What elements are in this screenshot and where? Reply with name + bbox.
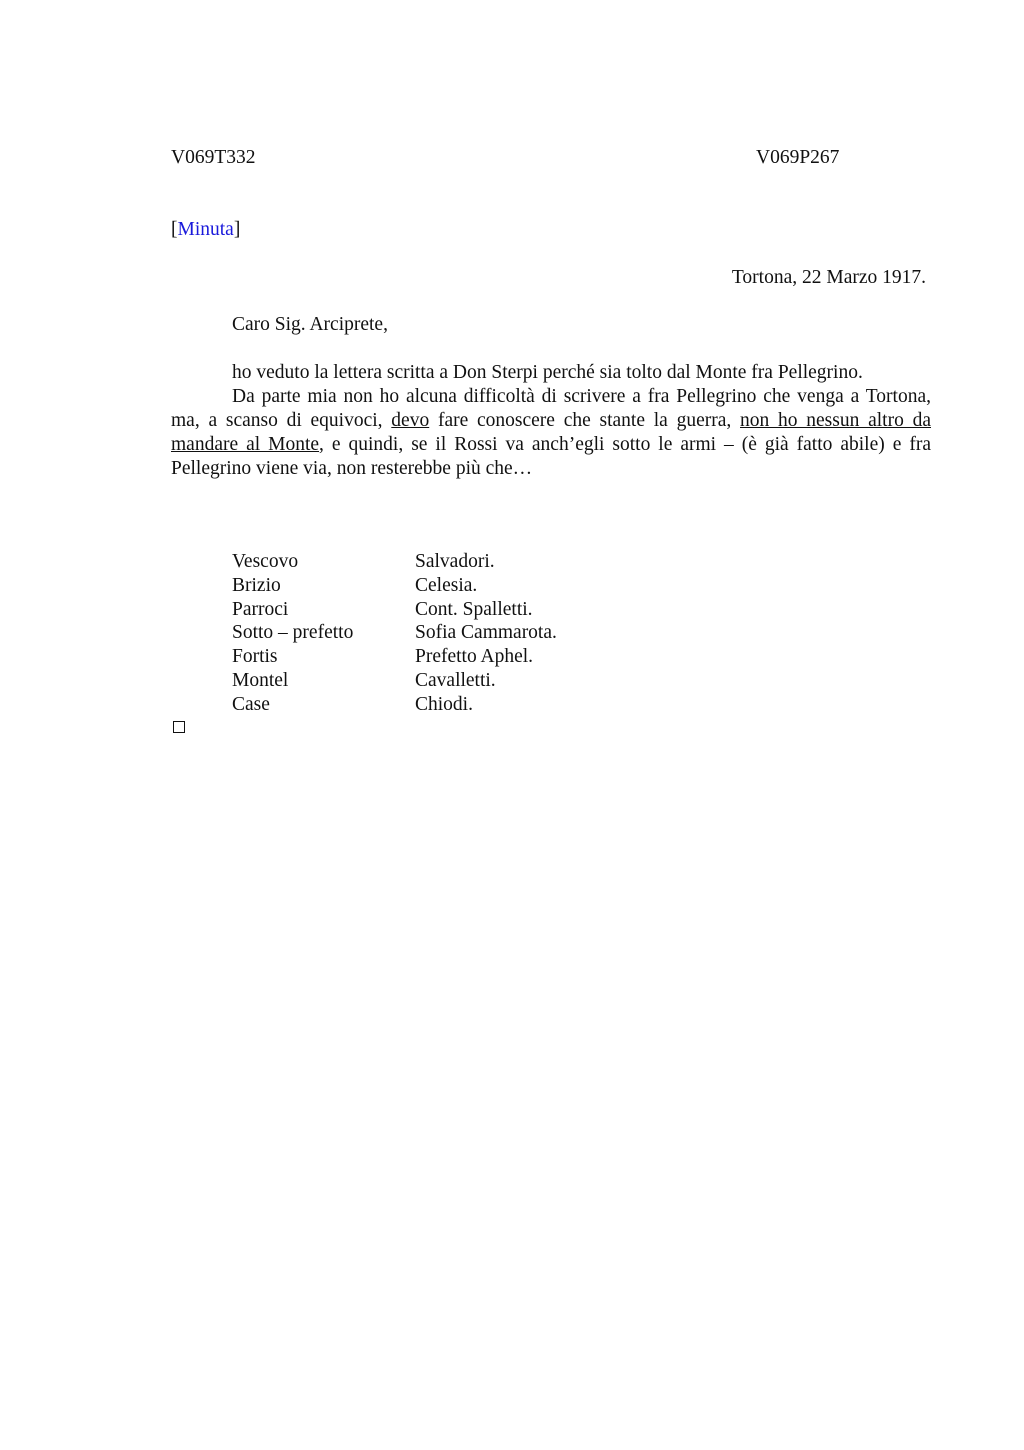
list-row [232,669,557,693]
list-row [232,645,557,669]
letter-paragraph-1: ho veduto la lettera scritta a Don Sterpi perché sia tolto dal Monte fra Pellegrino. [232,362,863,383]
list-row [232,621,557,645]
list-row [232,574,557,598]
list-right: Cavalletti. [415,669,496,691]
underlined-devo: devo [391,410,430,431]
list-row [232,693,557,717]
list-row [232,598,557,622]
letter-date: Tortona, 22 Marzo 1917. [731,267,926,288]
list-right: Sofia Cammarota. [415,622,557,644]
list-left: Fortis [232,646,278,668]
paragraph-2-part-1: Da parte mia non ho alcuna difficoltà di scrivere a fra Pellegrino che venga a Tortona, ma, a scanso di equivoci, [171,386,931,431]
list-left: Brizio [232,574,281,596]
document-code-left: V069T332 [171,147,256,168]
list-right: Salvadori. [415,551,495,572]
minuta-close-bracket: ] [233,219,241,240]
paragraph-2-part-3: , e quindi, se il Rossi va anch’egli sotto le armi – (è già fatto abile) e fra Pellegrino viene via, non resterebbe più che… [171,434,931,479]
list-left: Case [232,693,270,715]
list-left: Sotto – prefetto [232,622,354,644]
list-right: Cont. Spalletti. [415,598,533,620]
list-row [232,550,557,574]
letter-paragraph-2 [171,385,931,481]
paragraph-2-part-2: fare conoscere che stante la guerra, [429,410,741,431]
letter-body [171,361,931,481]
list-left: Parroci [232,598,289,620]
letter-salutation: Caro Sig. Arciprete, [232,314,388,335]
document-code-right: V069P267 [756,147,840,168]
list-right: Prefetto Aphel. [415,646,534,668]
list-right: Celesia. [415,574,478,596]
minuta-word: Minuta [177,219,234,240]
names-list [232,550,557,717]
list-left: Vescovo [232,551,299,572]
empty-square-icon [173,721,185,733]
list-left: Montel [232,669,289,691]
list-right: Chiodi. [415,693,473,715]
underlined-phrase: non ho nessun altro da mandare al Monte [171,410,931,455]
minuta-open-bracket: [ [171,219,178,240]
minuta-label [171,218,240,242]
